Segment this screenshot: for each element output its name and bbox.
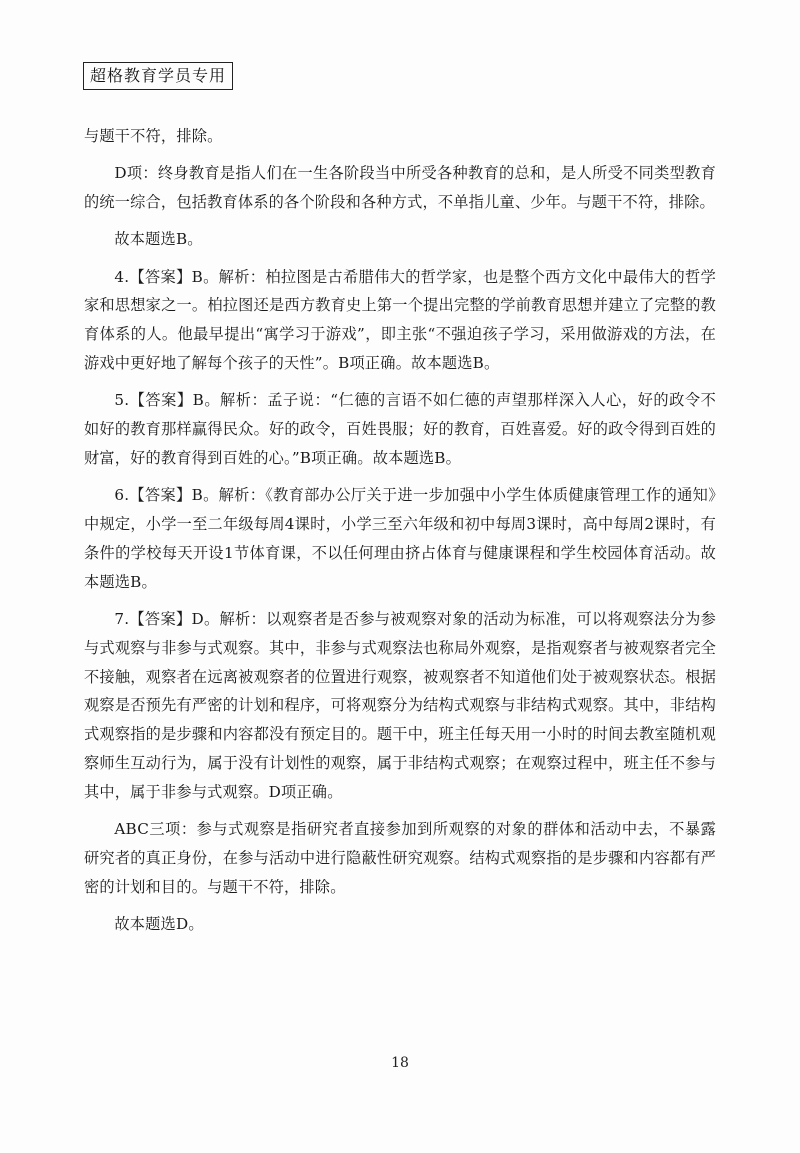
paragraph-continuation: 与题干不符，排除。	[84, 127, 223, 145]
paragraph-question-5: 5.【答案】B。解析：孟子说：“仁德的言语不如仁德的声望那样深入人心，好的政令不如好的教育那样赢得民众。好的政令，百姓畏服；好的教育，百姓喜爱。好的政令得到百姓的财富，好的教育得到百姓的心。”B项正确。故本题选B。	[84, 391, 716, 467]
paragraph-conclusion-7: 故本题选D。	[114, 914, 204, 933]
paragraph-question-4: 4.【答案】B。解析：柏拉图是古希腊伟大的哲学家，也是整个西方文化中最伟大的哲学家和思想家之一。柏拉图还是西方教育史上第一个提出完整的学前教育思想并建立了完整的教育体系的人。他最早提出“寓学习于游戏”，即主张“不强迫孩子学习，采用做游戏的方法，在游戏中更好地了解每个孩子的天性”。B项正确。故本题选B。	[84, 267, 716, 373]
paragraph-options-abc: ABC三项：参与式观察是指研究者直接参加到所观察的对象的群体和活动中去，不暴露研究者的真正身份，在参与活动中进行隐蔽性研究观察。结构式观察指的是步骤和内容都有严密的计划和目的。与题干不符，排除。	[84, 820, 716, 896]
page-number: 18	[391, 1055, 409, 1071]
answer-explanation-body	[84, 122, 716, 947]
paragraph-question-7: 7.【答案】D。解析：以观察者是否参与被观察对象的活动为标准，可以将观察法分为参与式观察与非参与式观察。其中，非参与式观察法也称局外观察，是指观察者与被观察者完全不接触，观察者在远离被观察者的位置进行观察，被观察者不知道他们处于被观察状态。根据观察是否预先有严密的计划和程序，可将观察分为结构式观察与非结构式观察。其中，非结构式观察指的是步骤和内容都没有预定目的。题干中，班主任每天用一小时的时间去教室随机观察师生互动行为，属于没有计划性的观察，属于非结构式观察；在观察过程中，班主任不参与其中，属于非参与式观察。D项正确。	[84, 609, 716, 801]
paragraph-option-d: D项：终身教育是指人们在一生各阶段当中所受各种教育的总和，是人所受不同类型教育的统一综合，包括教育体系的各个阶段和各种方式，不单指儿童、少年。与题干不符，排除。	[84, 164, 716, 212]
paragraph-conclusion-3: 故本题选B。	[114, 230, 203, 249]
paragraph-question-6: 6.【答案】B。解析：《教育部办公厅关于进一步加强中小学生体质健康管理工作的通知》中规定，小学一至二年级每周4课时，小学三至六年级和初中每周3课时，高中每周2课时，有条件的学校每天开设1节体育课，不以任何理由挤占体育与健康课程和学生校园体育活动。故本题选B。	[84, 486, 716, 591]
watermark-stamp: 超格教育学员专用	[83, 62, 233, 90]
